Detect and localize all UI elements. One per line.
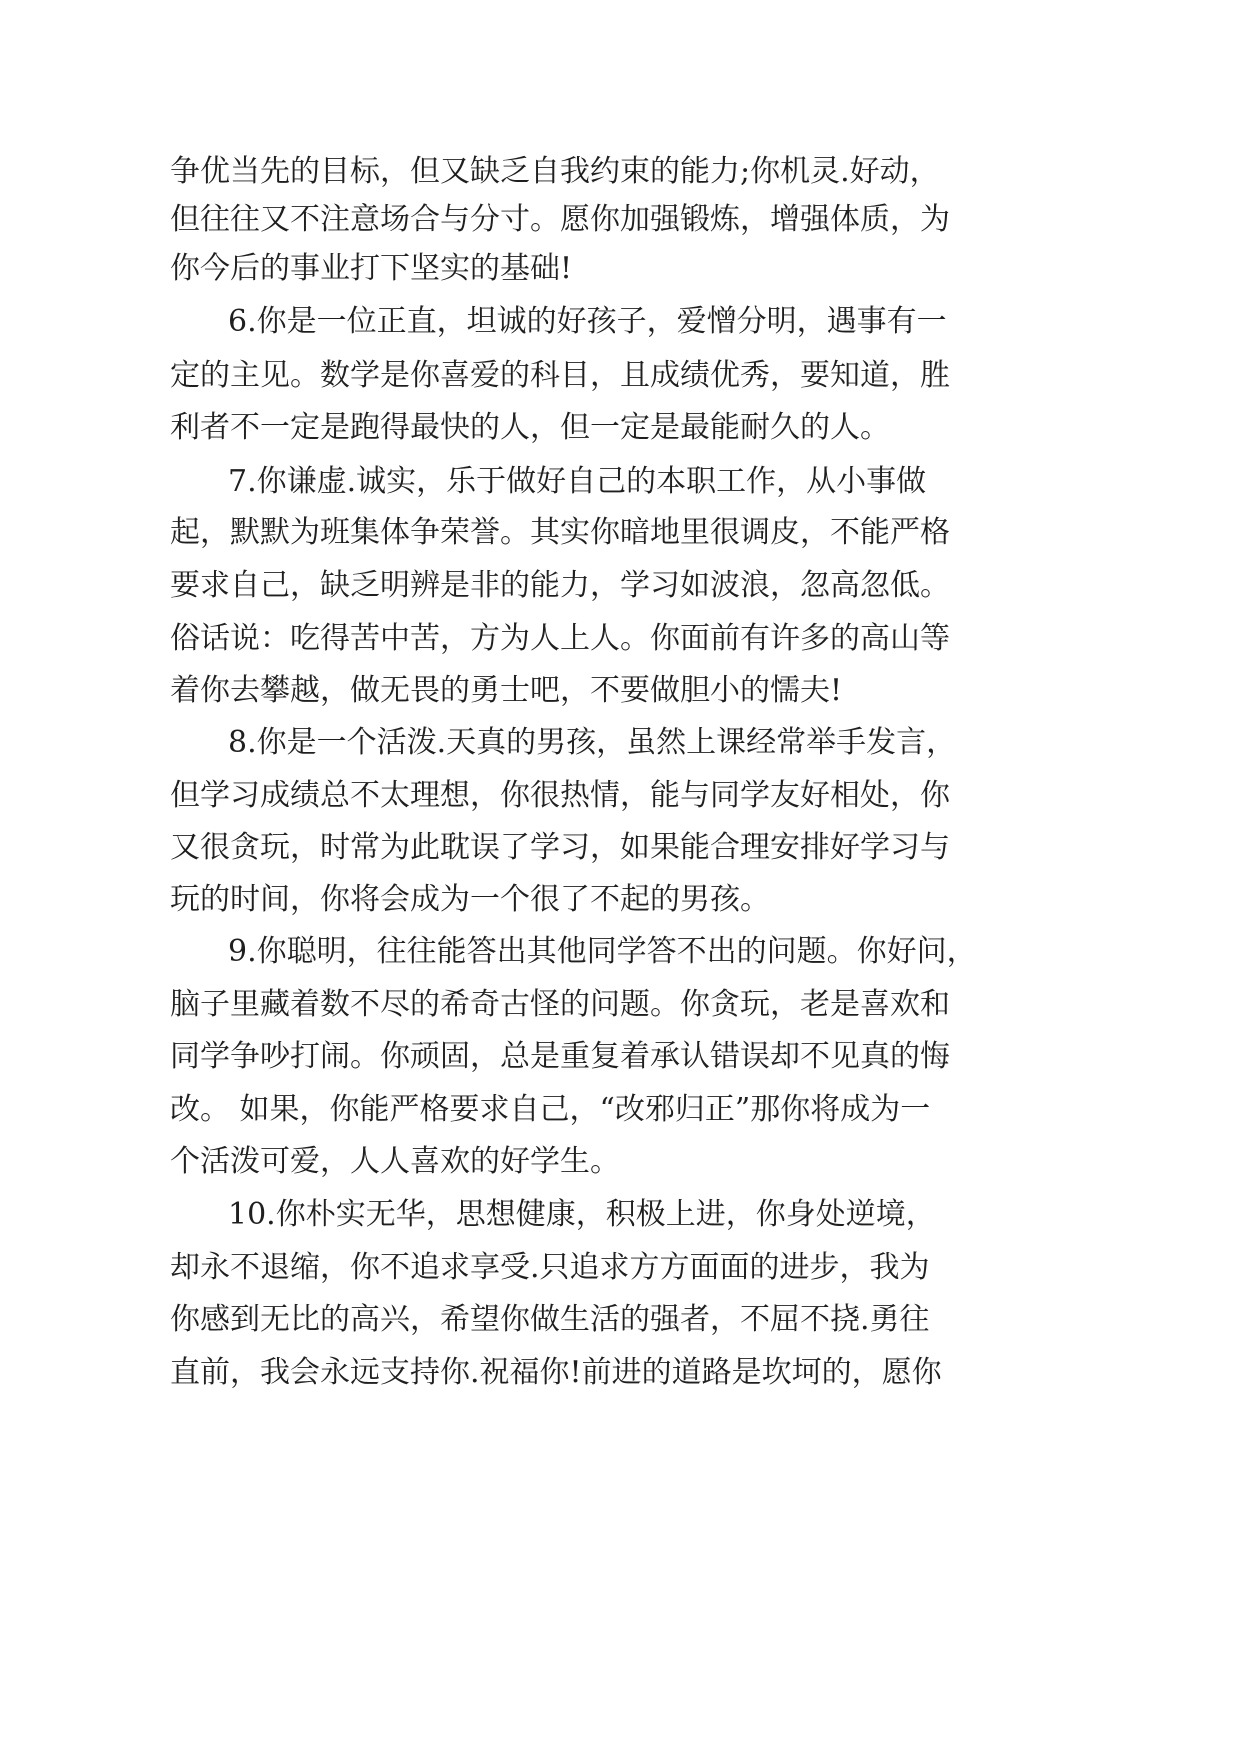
text-line: 要求自己，缺乏明辨是非的能力，学习如波浪，忽高忽低。	[170, 568, 950, 603]
text-line: 脑子里藏着数不尽的希奇古怪的问题。你贪玩，老是喜欢和	[170, 987, 950, 1022]
text-line: 着你去攀越，做无畏的勇士吧，不要做胆小的懦夫!	[170, 673, 843, 708]
text-line: 争优当先的目标，但又缺乏自我约束的能力;你机灵.好动，	[170, 154, 940, 189]
paragraph-10-start: 10.你朴实无华，思想健康，积极上进，你身处逆境，	[228, 1197, 936, 1232]
paragraph-8-start: 8.你是一个活泼.天真的男孩，虽然上课经常举手发言，	[228, 725, 957, 760]
text-line: 但往往又不注意场合与分寸。愿你加强锻炼，增强体质，为	[170, 202, 950, 237]
text-line: 起，默默为班集体争荣誉。其实你暗地里很调皮，不能严格	[170, 515, 950, 550]
text-line: 又很贪玩，时常为此耽误了学习，如果能合理安排好学习与	[170, 830, 950, 865]
text-line: 玩的时间，你将会成为一个很了不起的男孩。	[170, 882, 770, 917]
text-line: 俗话说：吃得苦中苦，方为人上人。你面前有许多的高山等	[170, 621, 950, 656]
text-line: 改。 如果，你能严格要求自己，“改邪归正”那你将成为一	[170, 1092, 931, 1127]
text-line: 同学争吵打闹。你顽固，总是重复着承认错误却不见真的悔	[170, 1039, 950, 1074]
text-line: 你今后的事业打下坚实的基础!	[170, 251, 573, 286]
text-line: 利者不一定是跑得最快的人，但一定是最能耐久的人。	[170, 410, 890, 445]
text-line: 却永不退缩，你不追求享受.只追求方方面面的进步，我为	[170, 1250, 930, 1285]
paragraph-7-start: 7.你谦虚.诚实，乐于做好自己的本职工作，从小事做	[228, 464, 927, 499]
text-line: 个活泼可爱，人人喜欢的好学生。	[170, 1144, 620, 1179]
text-line: 定的主见。数学是你喜爱的科目，且成绩优秀，要知道，胜	[170, 358, 950, 393]
paragraph-9-start: 9.你聪明，往往能答出其他同学答不出的问题。你好问，	[228, 934, 977, 969]
text-line: 直前，我会永远支持你.祝福你!前进的道路是坎坷的，愿你	[170, 1355, 942, 1390]
paragraph-6-start: 6.你是一位正直，坦诚的好孩子，爱憎分明，遇事有一	[228, 304, 947, 339]
text-line: 但学习成绩总不太理想，你很热情，能与同学友好相处，你	[170, 778, 950, 813]
text-line: 你感到无比的高兴，希望你做生活的强者，不屈不挠.勇往	[170, 1302, 930, 1337]
